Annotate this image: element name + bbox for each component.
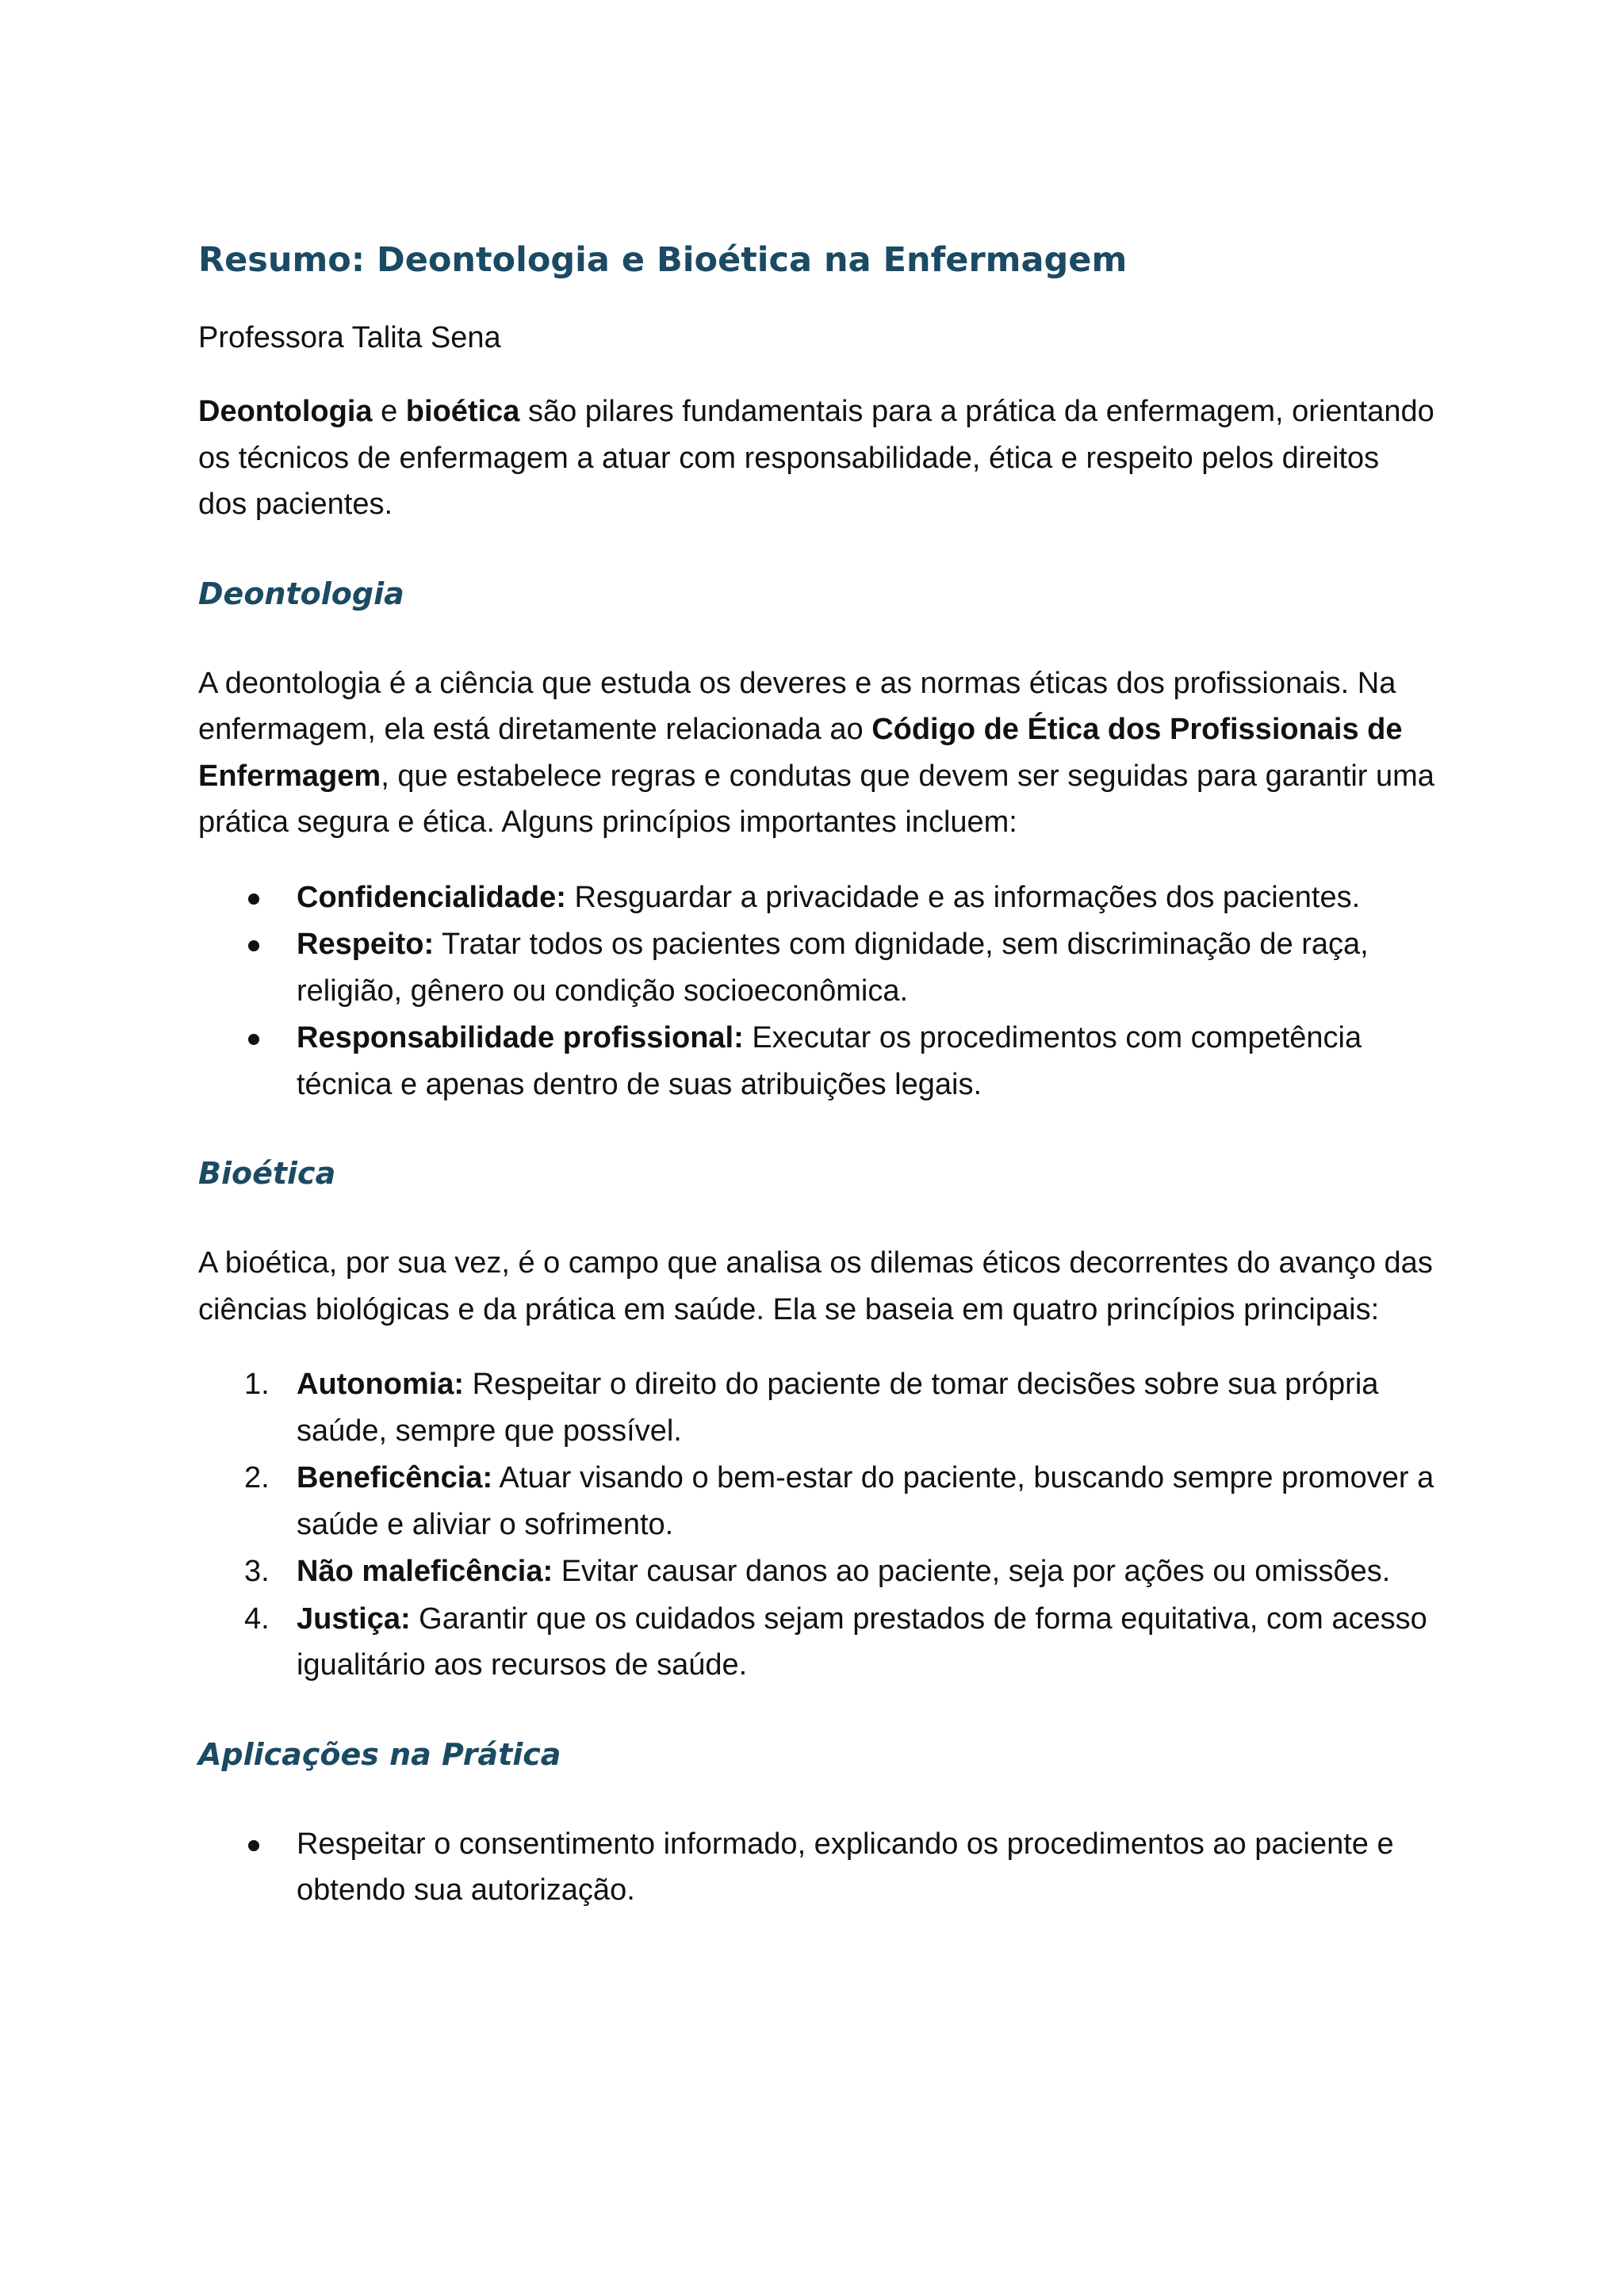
list-item-text: Respeitar o consentimento informado, explicando os procedimentos ao paciente e obtendo sua autorização. <box>297 1827 1394 1907</box>
list-item <box>198 1455 1435 1548</box>
list-item-term: Beneficência: <box>297 1461 493 1494</box>
bullet-icon <box>248 894 259 905</box>
bullet-icon <box>248 940 259 951</box>
list-item <box>198 874 1435 921</box>
section-heading-bioetica: Bioética <box>198 1156 336 1191</box>
list-number: 2. <box>244 1461 270 1494</box>
intro-paragraph <box>198 388 1435 528</box>
list-number: 4. <box>244 1601 270 1636</box>
list-item <box>198 1015 1435 1108</box>
bullet-icon <box>248 1840 259 1851</box>
list-item <box>198 921 1435 1014</box>
document-page <box>198 230 1435 1915</box>
intro-term-bioetica: bioética <box>405 395 520 428</box>
list-item-text: Executar os procedimentos com competência técnica e apenas dentro de suas atribuições legais. <box>297 1021 1362 1101</box>
intro-text-connector: e <box>372 395 406 428</box>
section-heading-deontologia: Deontologia <box>198 576 404 611</box>
list-item <box>198 1361 1435 1454</box>
deontologia-code-name: Código de Ética dos Profissionais de Enfermagem <box>198 713 1403 793</box>
author-line: Professora Talita Sena <box>198 321 501 354</box>
list-item <box>198 1548 1435 1595</box>
list-item-text: Atuar visando o bem-estar do paciente, buscando sempre promover a saúde e aliviar o sofrimento. <box>297 1461 1434 1541</box>
deontologia-text-2: , que estabelece regras e condutas que devem ser seguidas para garantir uma prática segura e ética. Alguns princípios importantes incluem: <box>198 759 1434 839</box>
list-item-text: Tratar todos os pacientes com dignidade, sem discriminação de raça, religião, gênero ou condição socioeconômica. <box>297 928 1369 1008</box>
list-item-text: Resguardar a privacidade e as informações dos pacientes. <box>565 880 1361 914</box>
list-item-text: Respeitar o direito do paciente de tomar decisões sobre sua própria saúde, sempre que possível. <box>297 1368 1379 1448</box>
list-item-text: Evitar causar danos ao paciente, seja por ações ou omissões. <box>553 1555 1391 1588</box>
list-item-term: Justiça: <box>297 1601 411 1636</box>
intro-term-deontologia: Deontologia <box>198 395 373 428</box>
list-item <box>198 1596 1435 1689</box>
bullet-icon <box>248 1034 259 1045</box>
aplicacoes-list <box>198 1821 1435 1914</box>
list-number: 1. <box>244 1368 270 1401</box>
bioetica-principles-list <box>198 1361 1435 1689</box>
list-item-text: Garantir que os cuidados sejam prestados de forma equitativa, com acesso igualitário aos recursos de saúde. <box>297 1601 1427 1682</box>
list-number: 3. <box>244 1555 270 1588</box>
list-item-term: Confidencialidade: <box>297 880 566 914</box>
deontologia-text-1: A deontologia é a ciência que estuda os deveres e as normas éticas dos profissionais. Na enfermagem, ela está diretamente relacionada ao <box>198 666 1396 746</box>
deontologia-principles-list <box>198 874 1435 1108</box>
list-item-term: Respeito: <box>297 928 435 961</box>
list-item-term: Não maleficência: <box>297 1555 553 1588</box>
list-item-term: Responsabilidade profissional: <box>297 1021 744 1054</box>
deontologia-paragraph <box>198 660 1435 846</box>
list-item-term: Autonomia: <box>297 1368 465 1401</box>
intro-text: são pilares fundamentais para a prática da enfermagem, orientando os técnicos de enfermagem a atuar com responsabilidade, ética e respeito pelos direitos dos pacientes. <box>198 395 1434 521</box>
bioetica-paragraph: A bioética, por sua vez, é o campo que analisa os dilemas éticos decorrentes do avanço das ciências biológicas e da prática em saúde. Ela se baseia em quatro princípios principais: <box>198 1246 1433 1326</box>
section-heading-aplicacoes: Aplicações na Prática <box>198 1736 561 1772</box>
document-title: Resumo: Deontologia e Bioética na Enfermagem <box>198 240 1128 280</box>
list-item <box>198 1821 1435 1914</box>
